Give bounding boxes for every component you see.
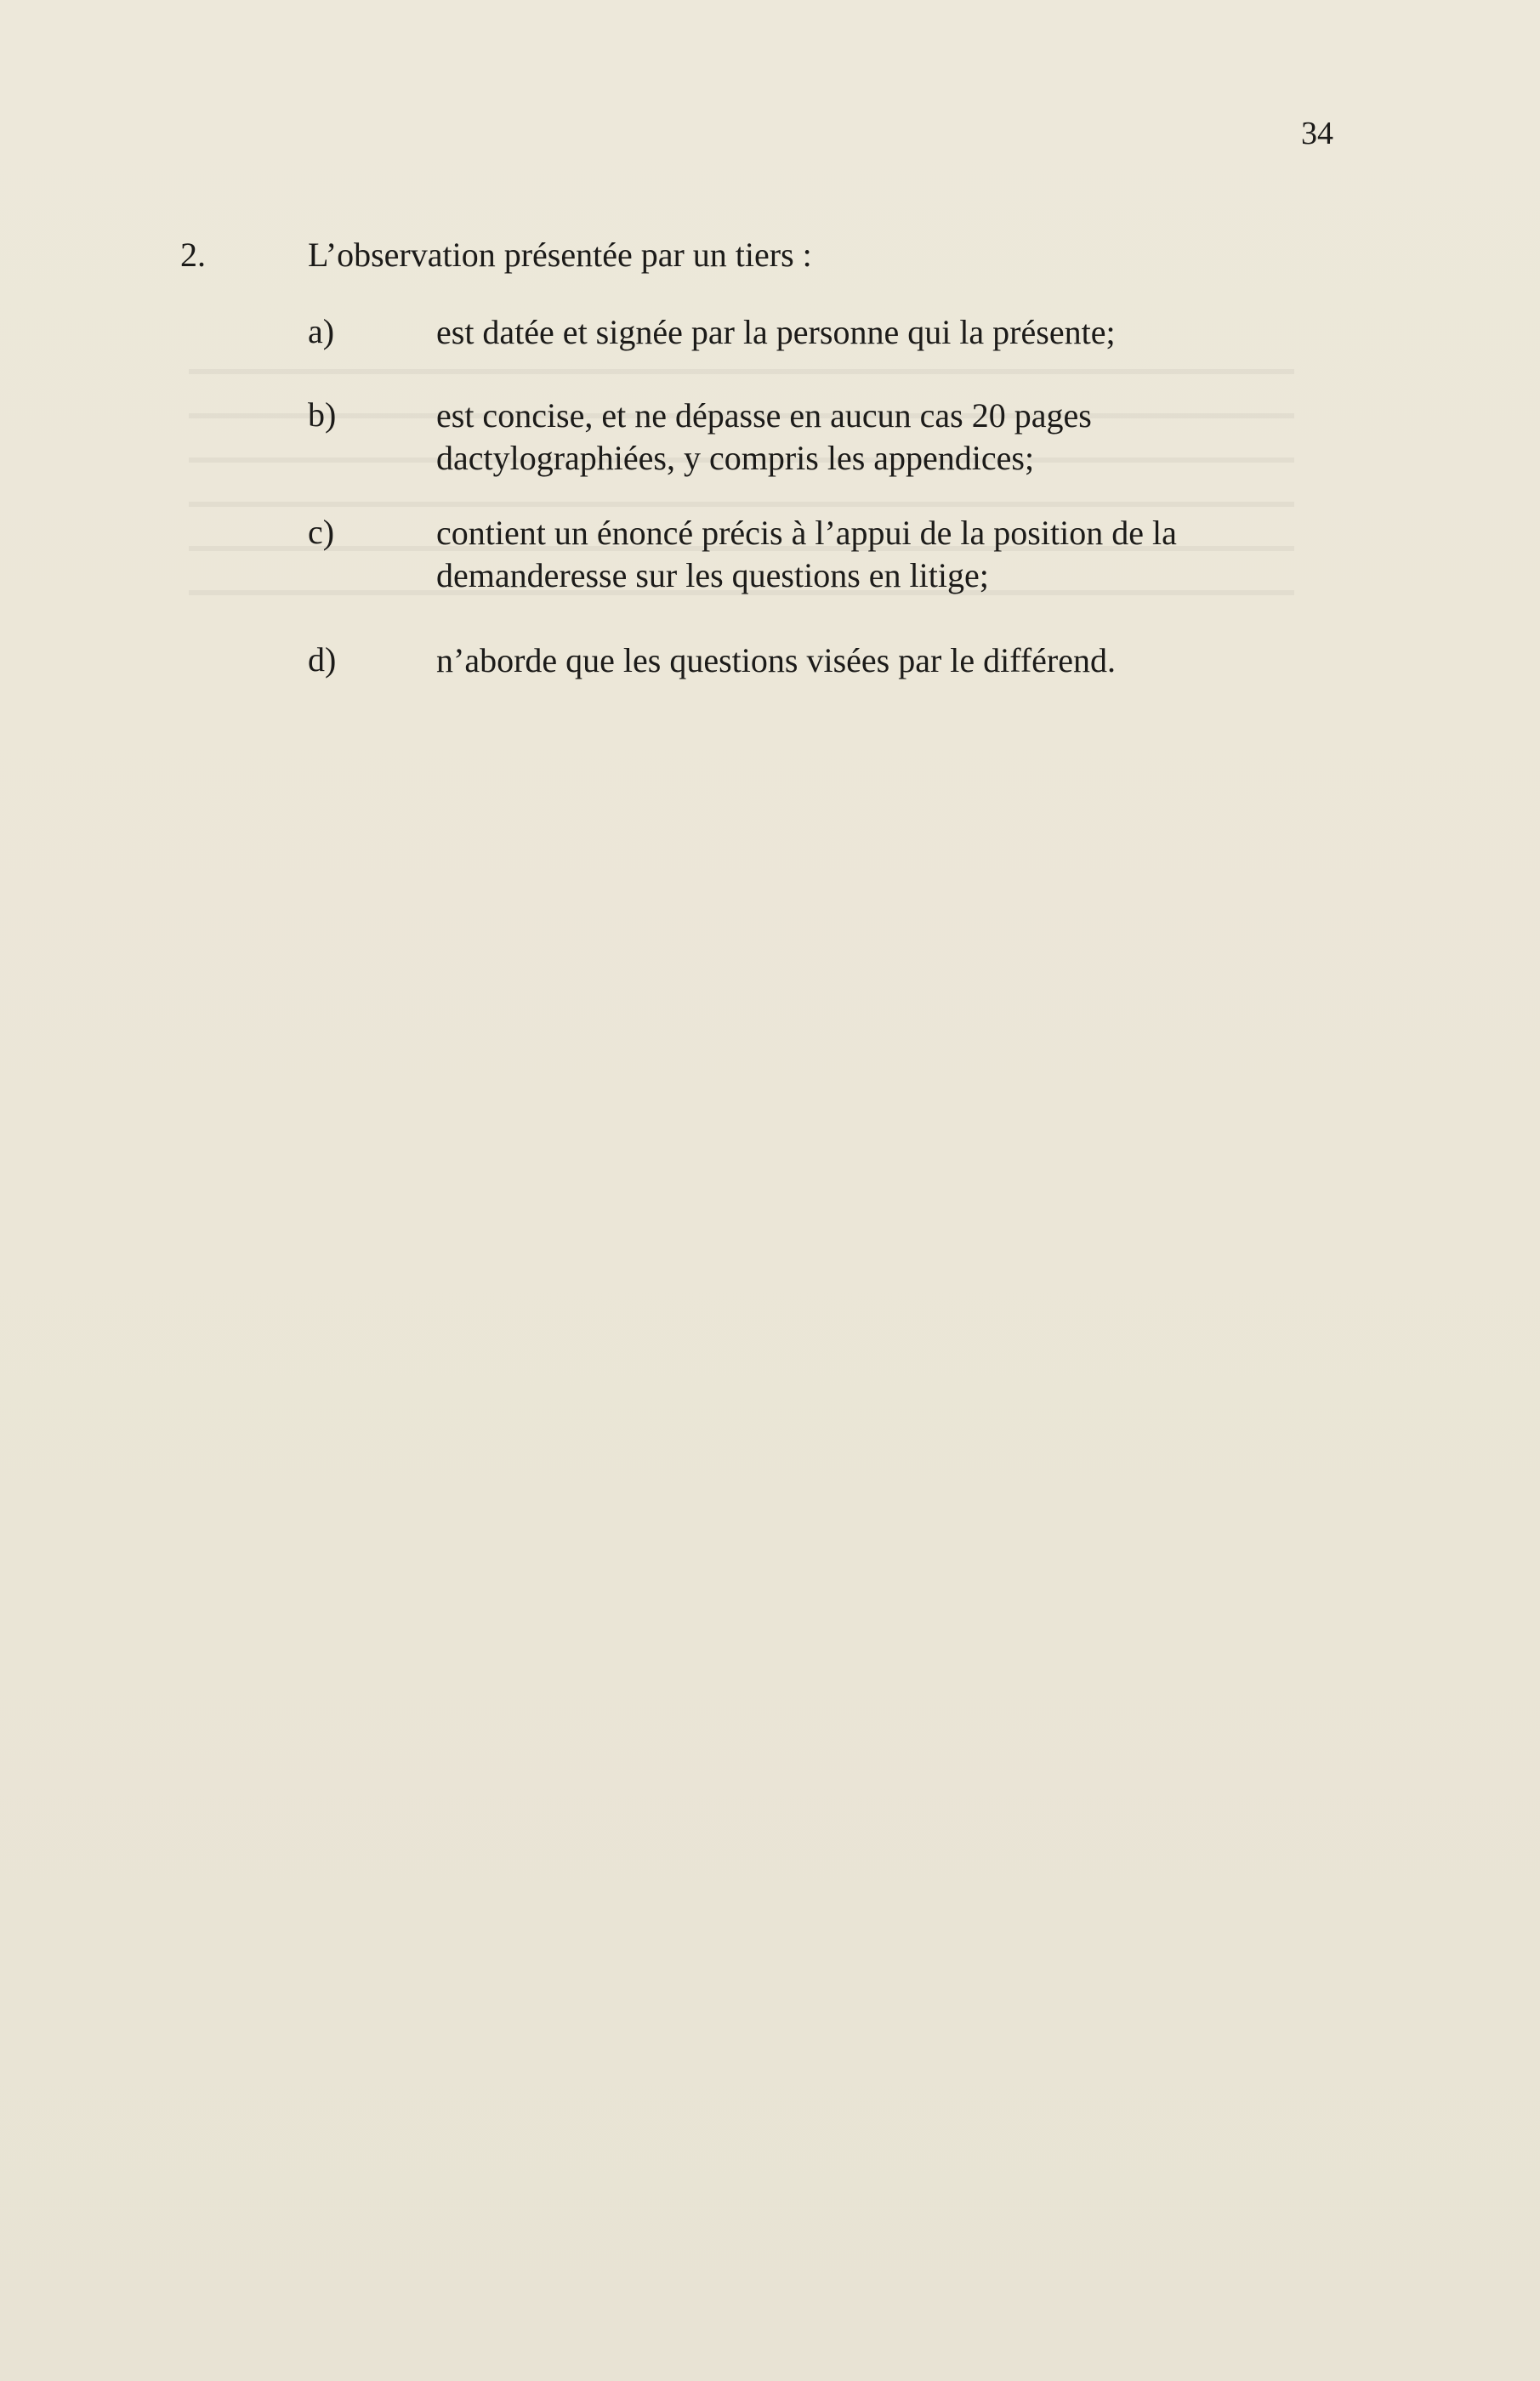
list-item-text [436,512,1253,597]
section-title: L’observation présentée par un tiers : [308,236,812,274]
list-marker: c) [308,513,335,551]
list-item-line: contient un énoncé précis à l’appui de la position de la [436,514,1177,552]
list-item-line: demanderesse sur les questions en litige; [436,556,989,594]
section-number: 2. [180,236,206,274]
list-marker: a) [308,312,335,350]
list-marker: b) [308,395,337,434]
list-item-text [436,395,1253,480]
list-item-line: est datée et signée par la personne qui la présente; [436,313,1116,351]
list-item-line: est concise, et ne dépasse en aucun cas 20 pages [436,396,1092,435]
page-number: 34 [1301,116,1333,151]
list-item-text [436,639,1253,682]
list-item-text [436,311,1253,354]
list-item-line: dactylographiées, y compris les appendices; [436,439,1035,477]
list-item-line: n’aborde que les questions visées par le différend. [436,641,1117,679]
list-marker: d) [308,640,337,679]
